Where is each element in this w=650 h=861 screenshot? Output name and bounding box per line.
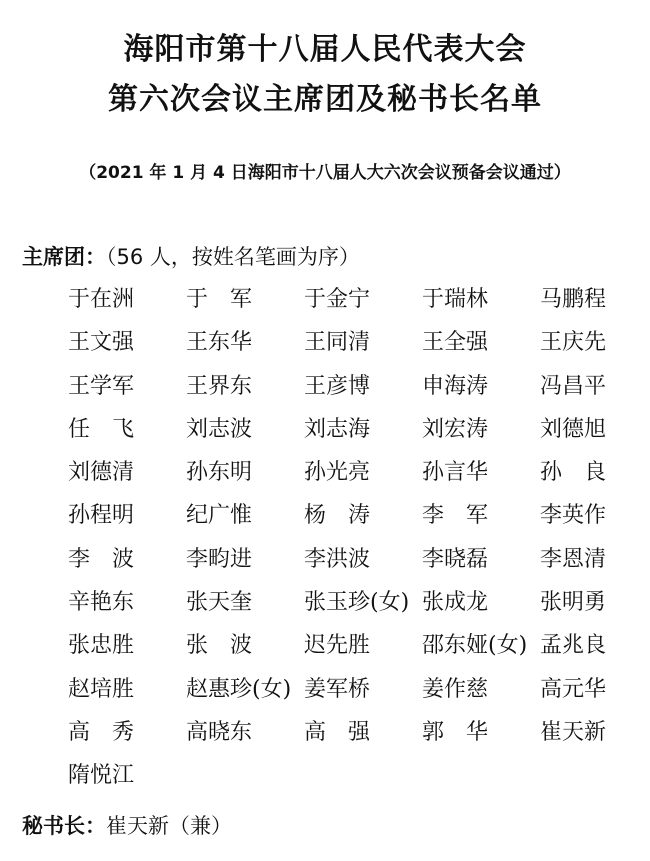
presidium-member: 孙光亮 [304, 460, 371, 486]
presidium-member: 张明勇 [540, 590, 607, 616]
presidium-member: 张玉珍(女) [304, 590, 410, 616]
presidium-member: 纪广惟 [186, 503, 253, 529]
presidium-member: 申海涛 [422, 373, 489, 399]
approval-note: （2021 年 1 月 4 日海阳市十八届人大六次会议预备会议通过） [79, 163, 571, 183]
presidium-member: 王学军 [68, 373, 135, 399]
presidium-member: 王东华 [186, 330, 253, 356]
presidium-member: 于在洲 [68, 287, 135, 312]
presidium-member: 刘德旭 [540, 416, 607, 442]
presidium-member: 王全强 [422, 330, 489, 356]
presidium-member: 李 波 [68, 546, 135, 572]
presidium-member: 李恩清 [540, 546, 607, 572]
presidium-member: 李 军 [422, 503, 489, 529]
presidium-member: 王文强 [68, 330, 135, 356]
presidium-member: 刘志波 [186, 416, 253, 442]
presidium-member: 隋悦江 [68, 763, 135, 789]
presidium-member: 于瑞林 [422, 287, 489, 312]
presidium-member: 李洪波 [304, 546, 371, 572]
presidium-member: 冯昌平 [540, 373, 607, 399]
presidium-member: 王界东 [186, 373, 253, 399]
presidium-member: 于 军 [186, 287, 253, 312]
presidium-description: （56 人，按姓名笔画为序） [106, 245, 360, 269]
presidium-member: 崔天新 [540, 719, 607, 745]
presidium-member: 高 强 [304, 719, 371, 745]
presidium-member: 李畇进 [186, 546, 253, 572]
presidium-member: 孙 良 [540, 460, 607, 486]
presidium-member: 孙东明 [186, 460, 253, 486]
presidium-member: 赵培胜 [68, 676, 135, 702]
secretary-line [22, 810, 232, 840]
presidium-member: 王同清 [304, 330, 371, 356]
secretary-label: 秘书长： [22, 814, 106, 838]
document-title-line1: 海阳市第十八届人民代表大会 [123, 32, 527, 67]
document-title-line2: 第六次会议主席团及秘书长名单 [108, 82, 542, 117]
presidium-member: 张成龙 [422, 590, 489, 616]
presidium-member: 姜军桥 [304, 676, 371, 702]
presidium-member: 孟兆良 [540, 633, 607, 659]
presidium-member: 王彦博 [304, 373, 371, 399]
presidium-member: 李英作 [540, 503, 607, 529]
presidium-member: 孙言华 [422, 460, 489, 486]
presidium-member: 马鹏程 [540, 287, 607, 312]
presidium-member: 赵惠珍(女) [186, 676, 292, 702]
presidium-member: 高晓东 [186, 719, 253, 745]
presidium-member: 任 飞 [68, 416, 135, 442]
secretary-name: 崔天新（兼） [106, 814, 232, 838]
presidium-member: 于金宁 [304, 287, 371, 312]
presidium-heading [22, 241, 360, 271]
presidium-member: 李晓磊 [422, 546, 489, 572]
presidium-member: 刘宏涛 [422, 416, 489, 442]
presidium-member: 高元华 [540, 676, 607, 702]
presidium-member: 辛艳东 [68, 590, 135, 616]
presidium-member: 杨 涛 [304, 503, 371, 529]
presidium-member: 邵东娅(女) [422, 633, 528, 659]
presidium-member: 刘德清 [68, 460, 135, 486]
presidium-member: 张天奎 [186, 590, 253, 616]
presidium-member: 孙程明 [68, 503, 135, 529]
presidium-member: 迟先胜 [304, 633, 371, 659]
presidium-member: 张 波 [186, 633, 253, 659]
presidium-member: 张忠胜 [68, 633, 135, 659]
presidium-member: 刘志海 [304, 416, 371, 442]
presidium-member: 郭 华 [422, 719, 489, 745]
presidium-member: 高 秀 [68, 719, 135, 745]
presidium-member: 姜作慈 [422, 676, 489, 702]
presidium-name-list [68, 285, 648, 805]
presidium-label: 主席团： [22, 245, 106, 269]
presidium-member: 王庆先 [540, 330, 607, 356]
